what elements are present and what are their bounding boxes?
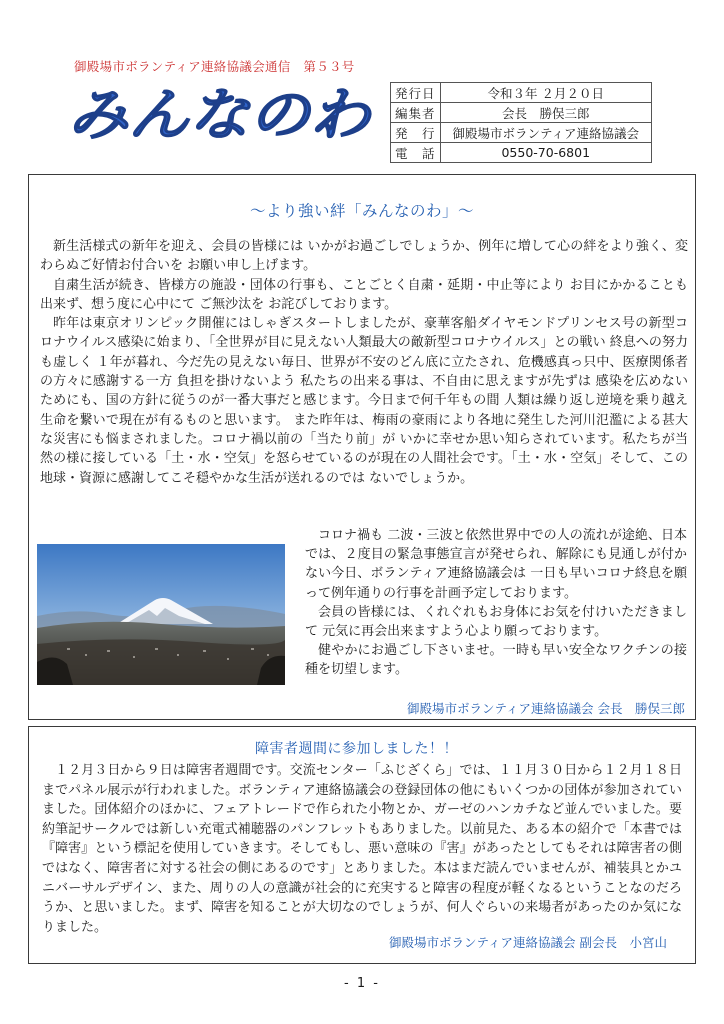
newsletter-subtitle: 御殿場市ボランティア連絡協議会通信 第５３号 (74, 59, 355, 74)
publication-info-table (390, 82, 652, 163)
info-label: 発行日 (391, 83, 441, 103)
info-label: 電 話 (391, 143, 441, 163)
info-value: 御殿場市ボランティア連絡協議会 (440, 123, 651, 143)
info-row-phone (391, 143, 652, 163)
paragraph: 新生活様式の新年を迎え、会員の皆様には いかがお過ごしでしょうか、例年に増して心の絆をより強く、変わらぬご好情お付合いを お願い申し上げます。 (40, 239, 688, 274)
info-row-publisher (391, 123, 652, 143)
logo-text: みんなのわ (68, 83, 373, 146)
info-value: 令和３年 ２月２０日 (440, 83, 651, 103)
greeting-body (40, 237, 688, 488)
paragraph: 会員の皆様には、くれぐれもお身体にお気を付けいただきまして 元気に再会出来ますよう心より願っております。 (305, 604, 687, 640)
paragraph: 健やかにお過ごし下さいませ。一時も早い安全なワクチンの接種を切望します。 (305, 643, 687, 678)
newsletter-logo (66, 76, 376, 146)
paragraph: １２月３日から９日は障害者週間です。交流センター「ふじざくら」では、１１月３０日から１２月１８日までパネル展示が行われました。ボランティア連絡協議会の登録団体の他にもいくつかの団体が参加されていました。団体紹介のほかに、フェアトレードで作られた小物とか、ガーゼのハンカチなど並んでいました。要約筆記サークルでは新しい充電式補聴器のパンフレットもありました。以前見た、ある本の紹介で「本書では『障害』という標記を使用していきます。そしてもし、悪い意味の『害』があったとしてもそれは障害者の側ではなく、障害者に対する社会の側にあるのです」とありました。本はまだ読んでいませんが、補装具とかユニバーサルデザイン、また、周りの人の意識が社会的に充実すると障害の程度が軽くなるということなのだろうか、と思いました。まず、障害を知ることが大切なのでしょうが、何人ぐらいの来場者があったのか気になりました。 (42, 763, 682, 935)
greeting-body-right (305, 526, 687, 680)
disability-week-body (42, 761, 682, 937)
mount-fuji-photo (37, 544, 285, 685)
info-label: 発 行 (391, 123, 441, 143)
info-value: 会長 勝俣三郎 (440, 103, 651, 123)
disability-week-article (28, 726, 696, 964)
info-row-editor (391, 103, 652, 123)
info-value: 0550-70-6801 (440, 143, 651, 163)
disability-week-title: 障害者週間に参加しました！！ (255, 741, 458, 757)
paragraph: コロナ禍も 二波・三波と依然世界中での人の流れが途絶、日本では、２度目の緊急事態宣言が発せられ、解除にも見通しが付かない今日、ボランティア連絡協議会は 一日も早いコロナ終息を願って例年通りの行事を計画予定しております。 (305, 528, 687, 601)
page-number: - 1 - (344, 976, 380, 991)
paragraph: 自粛生活が続き、皆様方の施設・団体の行事も、ことごとく自粛・延期・中止等により お目にかかることも出来ず、想う度に心中にて ご無沙汰を お詫びしております。 (40, 277, 688, 312)
paragraph: 昨年は東京オリンピック開催にはしゃぎスタートしましたが、豪華客船ダイヤモンドプリンセス号の新型コロナウイルス感染に始まり、「全世界が目に見えない人類最大の敵新型コロナウイルス」との戦い 終息への努力も虚しく １年が暮れ、今だ先の見えない毎日、世界が不安のどん底に立たされ、危機感真っ只中、医療関係者の方々に感謝する一方 負担を掛けないよう 私たちの出来る事は、不自由に思えますが先ずは 感染を広めないためにも、国の方針に従うのが一番大事だと感じます。今日まで何千年もの間 人類は繰り返し逆境を乗り越え生命を繋いで現在が有るものと思います。 また昨年は、梅雨の豪雨により各地に発生した河川氾濫による甚大な災害にも悩まされました。コロナ禍以前の「当たり前」が いかに幸せか思い知らされています。私たちが当然の様に接している「土・水・空気」を怒らせているのが現在の人間社会です。「土・水・空気」そして、この地球・資源に感謝してこそ穏やかな生活が送れるのでは ないでしょうか。 (40, 316, 688, 486)
info-label: 編集者 (391, 103, 441, 123)
greeting-signature: 御殿場市ボランティア連絡協議会 会長 勝俣三郎 (407, 701, 685, 716)
greeting-title: ～より強い絆「みんなのわ」～ (249, 202, 474, 220)
disability-week-signature: 御殿場市ボランティア連絡協議会 副会長 小宮山 (389, 935, 667, 950)
info-row-date (391, 83, 652, 103)
greeting-article (28, 174, 696, 720)
